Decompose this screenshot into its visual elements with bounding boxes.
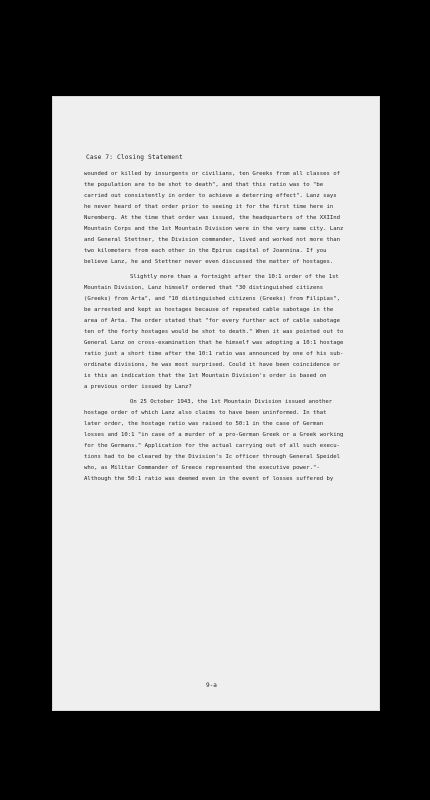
body-line: Mountain Corps and the 1st Mountain Division were in the very same city. Lanz	[84, 226, 344, 232]
page-header: Case 7: Closing Statement	[86, 154, 183, 161]
body-line: hostage order of which Lanz also claims to have been uninformed. In that	[84, 410, 327, 416]
body-line: is this an indication that the 1st Mountain Division's order is based on	[84, 373, 327, 379]
body-line: area of Arta. The order stated that "for every further act of cable sabotage	[84, 318, 340, 324]
body-line: two kilometers from each other in the Epirus capital of Joannina. If you	[84, 248, 327, 254]
body-line: Although the 50:1 ratio was deemed even in the event of losses suffered by	[84, 476, 334, 482]
body-line: carried out consistently in order to achieve a deterring effect". Lanz says	[84, 193, 337, 199]
body-line: be arrested and kept as hostages because of repeated cable sabotage in the	[84, 307, 334, 313]
body-line: a previous order issued by Lanz?	[84, 384, 192, 390]
paragraph-start-line: On 25 October 1943, the 1st Mountain Division issued another	[130, 399, 333, 405]
body-line: wounded or killed by insurgents or civilians, ten Greeks from all classes of	[84, 171, 340, 177]
body-line: ratio just a short time after the 10:1 ratio was announced by one of his sub-	[84, 351, 344, 357]
body-line: for the Germans." Application for the actual carrying out of all such execu-	[84, 443, 340, 449]
body-line: who, as Militar Commander of Greece represented the executive power."-	[84, 465, 320, 471]
body-line: General Lanz on cross-examination that he himself was adopting a 10:1 hostage	[84, 340, 344, 346]
document-page	[52, 96, 380, 711]
body-line: later order, the hostage ratio was raised to 50:1 in the case of German	[84, 421, 324, 427]
body-line: tions had to be cleared by the Division's Ic officer through General Speidel	[84, 454, 340, 460]
body-line: Nuremberg. At the time that order was issued, the headquarters of the XXIInd	[84, 215, 340, 221]
body-line: Mountain Division, Lanz himself ordered that "30 distinguished citizens	[84, 285, 324, 291]
body-line: the population are to be shot to death", and that this ratio was to "be	[84, 182, 324, 188]
body-line: believe Lanz, he and Stettner never even discussed the matter of hostages.	[84, 259, 334, 265]
body-line: ordinate divisions, he was most surprised. Could it have been coincidence or	[84, 362, 340, 368]
paragraph-start-line: Slightly more than a fortnight after the 10:1 order of the 1st	[130, 274, 339, 280]
body-line: (Greeks) from Arta", and "10 distinguished citizens (Greeks) from Filipias",	[84, 296, 340, 302]
body-line: losses and 10:1 "in case of a murder of a pro-German Greek or a Greek working	[84, 432, 344, 438]
body-line: he never heard of that order prior to seeing it for the first time here in	[84, 204, 334, 210]
body-line: and General Stettner, the Division commander, lived and worked not more than	[84, 237, 340, 243]
page-number: 9-a	[206, 682, 217, 689]
body-line: ten of the forty hostages would be shot to death." When it was pointed out to	[84, 329, 344, 335]
